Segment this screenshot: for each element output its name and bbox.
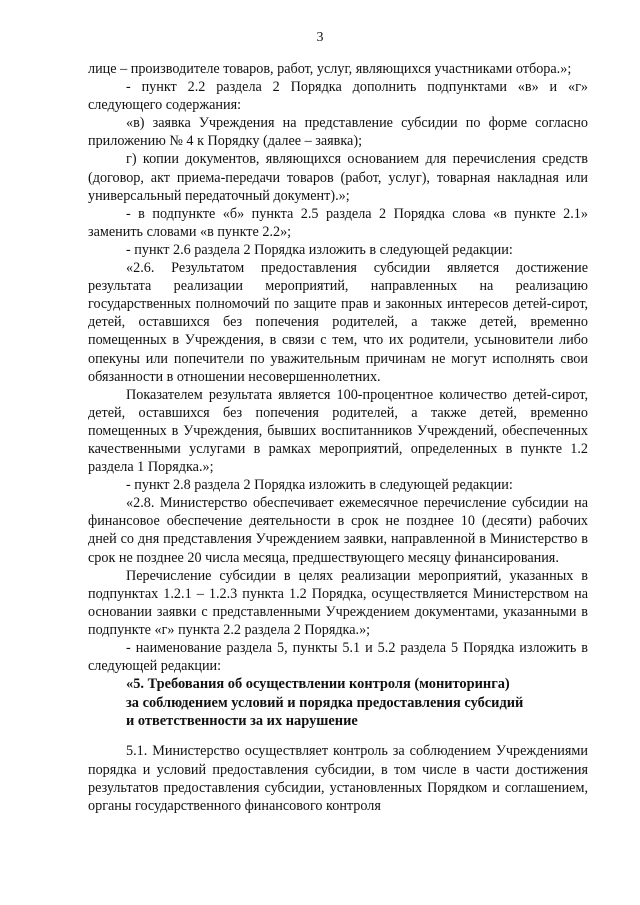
paragraph-7: «2.6. Результатом предоставления субсидии является достижение результата реализации мероприятий, направленных на реализацию государственных полномочий по защите прав и законных интересов детей-сирот, детей, оставшихся без попечения родителей, а также детей, временно помещенных в Учреждения, в связи с тем, что их родители, усыновители либо опекуны или попечители по уважительным причинам не могут исполнять свои обязанности в отношении несовершеннолетних. <box>88 260 588 385</box>
section-heading-line-3: и ответственности за их нарушение <box>126 713 358 729</box>
document-body <box>88 60 588 815</box>
page-number: 3 <box>316 30 324 45</box>
paragraph-5: - в подпункте «б» пункта 2.5 раздела 2 Порядка слова «в пункте 2.1» заменить словами «в пункте 2.2»; <box>88 205 588 240</box>
paragraph-10: «2.8. Министерство обеспечивает ежемесячное перечисление субсидии на финансовое обеспечение деятельности в срок не позднее 10 (десяти) рабочих дней со дня представления Учреждением заявки, направленной в Министерство в срок не позднее 20 числа месяца, предшествующего месяцу финансирования. <box>88 495 588 566</box>
paragraph-4: г) копии документов, являющихся основанием для перечисления средств (договор, акт приема-передачи товаров (работ, услуг), товарная накладная или универсальный передаточный документ).»; <box>88 151 588 204</box>
paragraph-1: лице – производителе товаров, работ, услуг, являющихся участниками отбора.»; <box>88 61 572 77</box>
paragraph-2: - пункт 2.2 раздела 2 Порядка дополнить подпунктами «в» и «г» следующего содержания: <box>88 79 588 114</box>
paragraph-9: - пункт 2.8 раздела 2 Порядка изложить в следующей редакции: <box>126 477 513 494</box>
paragraph-11: Перечисление субсидии в целях реализации мероприятий, указанных в подпунктах 1.2.1 – 1.2.3 пункта 1.2 Порядка, осуществляется Министерством на основании заявки с представленными Учреждением документами, указанными в подпункте «г» пункта 2.2 раздела 2 Порядка.»; <box>88 567 588 638</box>
section-heading-line-2: за соблюдением условий и порядка предоставления субсидий <box>126 694 524 711</box>
section-heading-line-1: «5. Требования об осуществлении контроля (мониторинга) <box>126 676 510 693</box>
paragraph-6: - пункт 2.6 раздела 2 Порядка изложить в следующей редакции: <box>126 241 513 258</box>
spacer <box>88 730 588 742</box>
paragraph-12: - наименование раздела 5, пункты 5.1 и 5.2 раздела 5 Порядка изложить в следующей редакции: <box>88 640 588 675</box>
section-heading <box>88 675 588 730</box>
paragraph-8: Показателем результата является 100-процентное количество детей-сирот, детей, оставшихся без попечения родителей, а также детей, временно помещенных в Учреждения, бывших воспитанников Учреждений, обеспеченных качественными услугами в рамках мероприятий, определенных в пункте 1.2 раздела 1 Порядка.»; <box>88 386 588 476</box>
paragraph-5-1: 5.1. Министерство осуществляет контроль за соблюдением Учреждениями порядка и условий предоставления субсидии, в том числе в части достижения результатов предоставления субсидии, установленных Порядком и соглашением, органы государственного финансового контроля <box>88 743 588 814</box>
paragraph-3: «в) заявка Учреждения на представление субсидии по форме согласно приложению № 4 к Порядку (далее – заявка); <box>88 115 588 150</box>
